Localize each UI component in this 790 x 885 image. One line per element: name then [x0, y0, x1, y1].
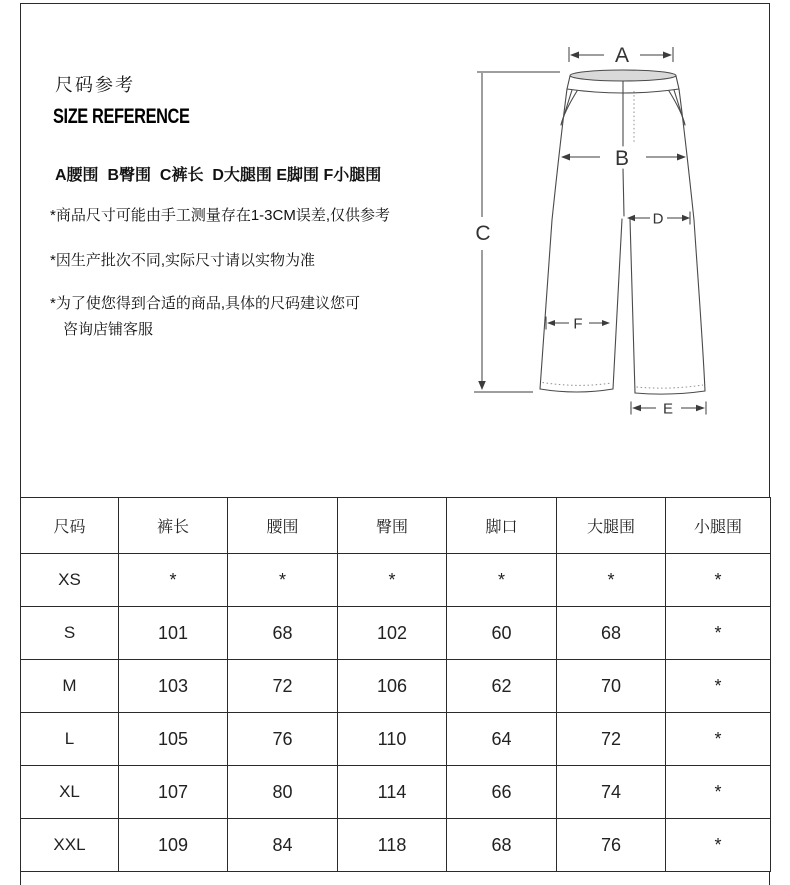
pants-measurement-diagram	[450, 25, 780, 435]
column-header-pant-length: 裤长	[119, 498, 228, 554]
table-cell: 66	[447, 766, 557, 819]
table-cell: 118	[338, 819, 447, 872]
table-cell: 107	[119, 766, 228, 819]
table-cell: *	[666, 660, 771, 713]
dimension-f	[546, 316, 610, 333]
table-cell: 72	[557, 713, 666, 766]
label-f: F	[573, 315, 583, 333]
table-row-xl	[21, 766, 771, 819]
table-cell: 101	[119, 607, 228, 660]
table-cell: 76	[228, 713, 338, 766]
table-cell: *	[557, 554, 666, 607]
table-cell: 110	[338, 713, 447, 766]
note-production-batch: *因生产批次不同,实际尺寸请以实物为准	[50, 252, 316, 269]
table-cell: *	[666, 607, 771, 660]
table-cell: 109	[119, 819, 228, 872]
table-row-m	[21, 660, 771, 713]
table-cell: 84	[228, 819, 338, 872]
table-cell: *	[666, 819, 771, 872]
table-cell: 105	[119, 713, 228, 766]
table-cell: 74	[557, 766, 666, 819]
table-cell: 68	[557, 607, 666, 660]
dimension-b	[561, 147, 686, 170]
column-header-calf: 小腿围	[666, 498, 771, 554]
note-size-advice-line1: *为了使您得到合适的商品,具体的尺码建议您可	[50, 295, 361, 312]
label-e: E	[662, 400, 674, 418]
table-cell: 60	[447, 607, 557, 660]
column-header-size: 尺码	[21, 498, 119, 554]
table-cell: *	[666, 554, 771, 607]
table-cell: *	[666, 713, 771, 766]
size-label: S	[21, 607, 119, 660]
table-cell: *	[228, 554, 338, 607]
dimension-e	[631, 401, 706, 418]
size-label: XXL	[21, 819, 119, 872]
table-row-s	[21, 607, 771, 660]
table-cell: 80	[228, 766, 338, 819]
label-c: C	[475, 222, 491, 245]
column-header-waist: 腰围	[228, 498, 338, 554]
label-d: D	[652, 210, 664, 228]
dimension-a	[569, 44, 673, 67]
size-label: L	[21, 713, 119, 766]
label-a: A	[614, 44, 630, 67]
table-cell: 114	[338, 766, 447, 819]
table-row-xxl	[21, 819, 771, 872]
table-cell: 106	[338, 660, 447, 713]
measurement-legend: A腰围 B臀围 C裤长 D大腿围 E脚围 F小腿围	[55, 167, 382, 184]
table-cell: *	[666, 766, 771, 819]
dimension-c	[474, 72, 560, 392]
size-label: XS	[21, 554, 119, 607]
table-cell: *	[338, 554, 447, 607]
column-header-thigh: 大腿围	[557, 498, 666, 554]
table-cell: 62	[447, 660, 557, 713]
table-cell: 103	[119, 660, 228, 713]
column-header-leg-opening: 脚口	[447, 498, 557, 554]
page-title-english: SIZE REFERENCE	[53, 105, 190, 128]
note-measurement-tolerance: *商品尺寸可能由手工测量存在1-3CM误差,仅供参考	[50, 207, 391, 224]
table-cell: 70	[557, 660, 666, 713]
table-cell: 68	[228, 607, 338, 660]
table-cell: 68	[447, 819, 557, 872]
table-cell: 102	[338, 607, 447, 660]
table-header-row	[21, 498, 771, 554]
pants-outline	[540, 81, 705, 394]
table-cell: 64	[447, 713, 557, 766]
table-row-xs	[21, 554, 771, 607]
size-label: XL	[21, 766, 119, 819]
size-table	[20, 497, 771, 872]
dimension-d	[627, 211, 690, 228]
page-title-chinese: 尺码参考	[55, 75, 135, 95]
column-header-hip: 臀围	[338, 498, 447, 554]
size-label: M	[21, 660, 119, 713]
table-row-l	[21, 713, 771, 766]
label-b: B	[614, 147, 630, 170]
table-cell: 76	[557, 819, 666, 872]
table-cell: *	[447, 554, 557, 607]
table-cell: 72	[228, 660, 338, 713]
note-size-advice-line2: 咨询店铺客服	[63, 321, 154, 338]
table-cell: *	[119, 554, 228, 607]
